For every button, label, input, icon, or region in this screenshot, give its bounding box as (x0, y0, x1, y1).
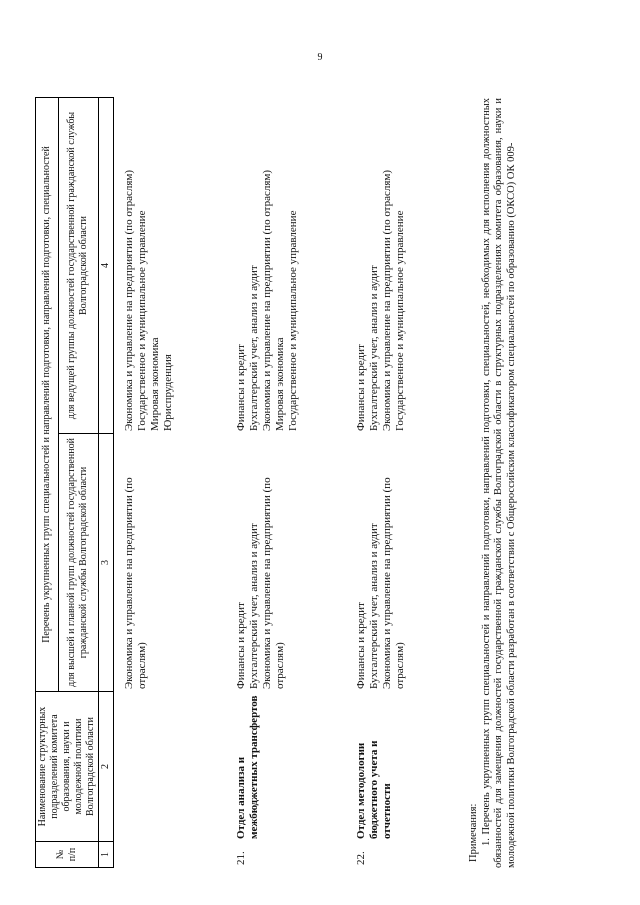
header-numbers-row (99, 97, 114, 867)
page-number: 9 (317, 52, 323, 63)
list-item: Бухгалтерский учет, анализ и аудит (248, 264, 260, 431)
specialties-table (35, 97, 114, 868)
col-number: 3 (99, 433, 114, 691)
list-item: Государственное и муниципальное управление (287, 210, 299, 431)
row-name: Отдел методологии бюджетного учета и отчетности (355, 740, 393, 839)
row-col4 (122, 98, 234, 434)
rotated-page (35, 38, 605, 868)
list-item: Экономика и управление на предприятии (по отраслям) (381, 169, 393, 431)
list-item: Государственное и муниципальное управление (136, 210, 148, 431)
notes-section (468, 98, 518, 868)
list-item: Бухгалтерский учет, анализ и аудит (248, 522, 260, 689)
list-item: Бухгалтерский учет, анализ и аудит (368, 522, 380, 689)
col-number: 4 (99, 97, 114, 433)
header-group: Перечень укрупненных групп специальностей и направлений подготовки, направлений подготовки, специальностей (36, 97, 59, 691)
list-item: Экономика и управление на предприятии (по отраслям) (123, 169, 135, 431)
row-col3 (234, 434, 354, 692)
row-num: 22. (355, 850, 367, 865)
list-item: Экономика и управление на предприятии (по отраслям) (381, 476, 406, 689)
row-col3 (354, 434, 408, 692)
col-number: 2 (99, 691, 114, 841)
list-item: Финансы и кредит (355, 343, 367, 431)
col-number: 1 (99, 841, 114, 867)
row-col4 (234, 98, 354, 434)
table-row (122, 98, 234, 868)
header-num: № п/п (36, 841, 99, 867)
row-num (122, 842, 234, 868)
list-item: Экономика и управление на предприятии (по отраслям) (261, 476, 286, 689)
notes-title: Примечания: (468, 803, 479, 862)
header-name: Наименование структурных подразделений комитета образования, науки и молодежной политики Волгоградской области (36, 691, 99, 841)
row-col3 (122, 434, 234, 692)
row-col4 (354, 98, 408, 434)
row-name: Отдел анализа и межбюджетных трансфертов (235, 695, 260, 839)
list-item: Мировая экономика (149, 337, 161, 431)
list-item: Финансы и кредит (235, 343, 247, 431)
header-col4: для ведущей группы должностей государственной гражданской службы Волгоградской области (58, 97, 99, 433)
list-item: Финансы и кредит (235, 601, 247, 689)
notes-text: 1. Перечень укрупненных групп специальностей и направлений подготовки, направлений подготовки, специальностей, необходимых для исполнения должностных обязанностей для замещения должностей государственной гражданской службы Волгоградской области в структурных подразделениях комитета образования, науки и молодежной политики Волгоградской области разработан в соответствии с Общероссийским классификатором специальностей по образованию (ОКСО) ОК 009- (480, 97, 517, 868)
row-num: 21. (235, 850, 247, 865)
list-item: Финансы и кредит (355, 601, 367, 689)
header-col3: для высшей и главной групп должностей государственной гражданской службы Волгоградской области (58, 433, 99, 691)
table-row (354, 98, 408, 868)
body-table (122, 98, 408, 868)
list-item: Юриспруденция (162, 353, 174, 431)
list-item: Государственное и муниципальное управление (394, 210, 406, 431)
header-row-1 (36, 97, 59, 867)
list-item: Бухгалтерский учет, анализ и аудит (368, 264, 380, 431)
list-item: Мировая экономика (274, 337, 286, 431)
table-row (234, 98, 354, 868)
list-item: Экономика и управление на предприятии (по отраслям) (123, 476, 148, 689)
list-item: Экономика и управление на предприятии (по отраслям) (261, 169, 273, 431)
row-name (122, 692, 234, 842)
